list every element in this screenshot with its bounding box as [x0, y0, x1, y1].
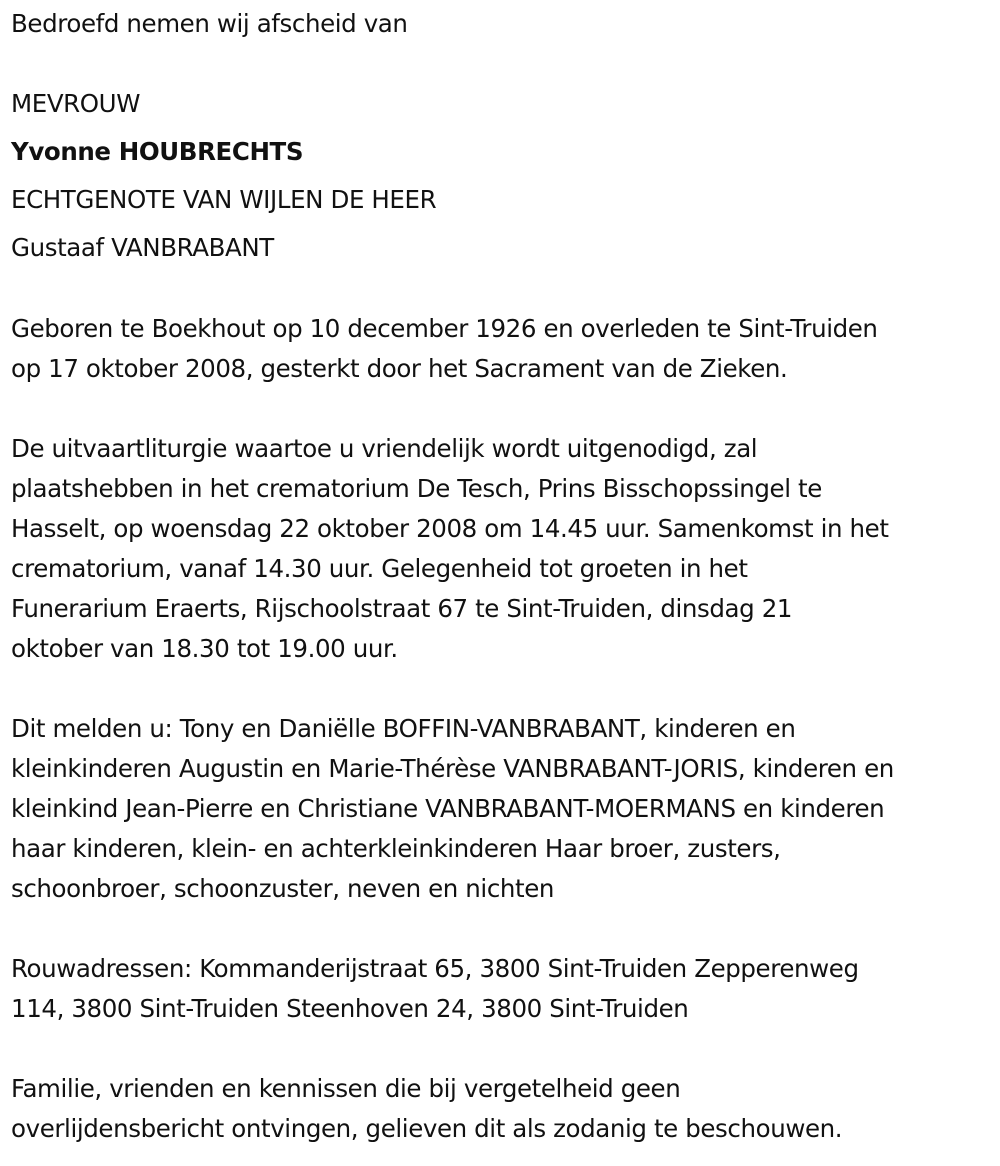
mourning-addresses-paragraph: [11, 949, 996, 1029]
paragraph-line: crematorium, vanaf 14.30 uur. Gelegenheid tot groeten in het: [11, 554, 748, 583]
paragraph-line: oktober van 18.30 tot 19.00 uur.: [11, 634, 398, 663]
paragraph-line: overlijdensbericht ontvingen, gelieven dit als zodanig te beschouwen.: [11, 1114, 843, 1143]
paragraph-line: kleinkinderen Augustin en Marie-Thérèse VANBRABANT-JORIS, kinderen en: [11, 754, 894, 783]
deceased-name: Yvonne HOUBRECHTS: [11, 137, 304, 166]
paragraph-line: De uitvaartliturgie waartoe u vriendelijk wordt uitgenodigd, zal: [11, 434, 758, 463]
paragraph-line: haar kinderen, klein- en achterkleinkinderen Haar broer, zusters,: [11, 834, 781, 863]
closing-paragraph: [11, 1069, 996, 1149]
announced-by-paragraph: [11, 709, 996, 909]
paragraph-line: Dit melden u: Tony en Daniëlle BOFFIN-VANBRABANT, kinderen en: [11, 714, 796, 743]
intro-text: Bedroefd nemen wij afscheid van: [11, 9, 408, 38]
paragraph-line: schoonbroer, schoonzuster, neven en nichten: [11, 874, 555, 903]
paragraph-line: Rouwadressen: Kommanderijstraat 65, 3800 Sint-Truiden Zepperenweg: [11, 954, 859, 983]
paragraph-line: Funerarium Eraerts, Rijschoolstraat 67 te Sint-Truiden, dinsdag 21: [11, 594, 793, 623]
paragraph-line: Hasselt, op woensdag 22 oktober 2008 om 14.45 uur. Samenkomst in het: [11, 514, 889, 543]
paragraph-line: 114, 3800 Sint-Truiden Steenhoven 24, 3800 Sint-Truiden: [11, 994, 689, 1023]
paragraph-line: kleinkind Jean-Pierre en Christiane VANBRABANT-MOERMANS en kinderen: [11, 794, 885, 823]
paragraph-line: op 17 oktober 2008, gesterkt door het Sacrament van de Zieken.: [11, 354, 788, 383]
birth-death-paragraph: [11, 309, 996, 389]
deceased-title: MEVROUW: [11, 89, 141, 118]
paragraph-line: Geboren te Boekhout op 10 december 1926 en overleden te Sint-Truiden: [11, 314, 878, 343]
paragraph-line: plaatshebben in het crematorium De Tesch, Prins Bisschopssingel te: [11, 474, 822, 503]
funeral-paragraph: [11, 429, 996, 669]
deceased-relation: ECHTGENOTE VAN WIJLEN DE HEER: [11, 185, 437, 214]
spouse-name: Gustaaf VANBRABANT: [11, 233, 274, 262]
paragraph-line: Familie, vrienden en kennissen die bij vergetelheid geen: [11, 1074, 681, 1103]
